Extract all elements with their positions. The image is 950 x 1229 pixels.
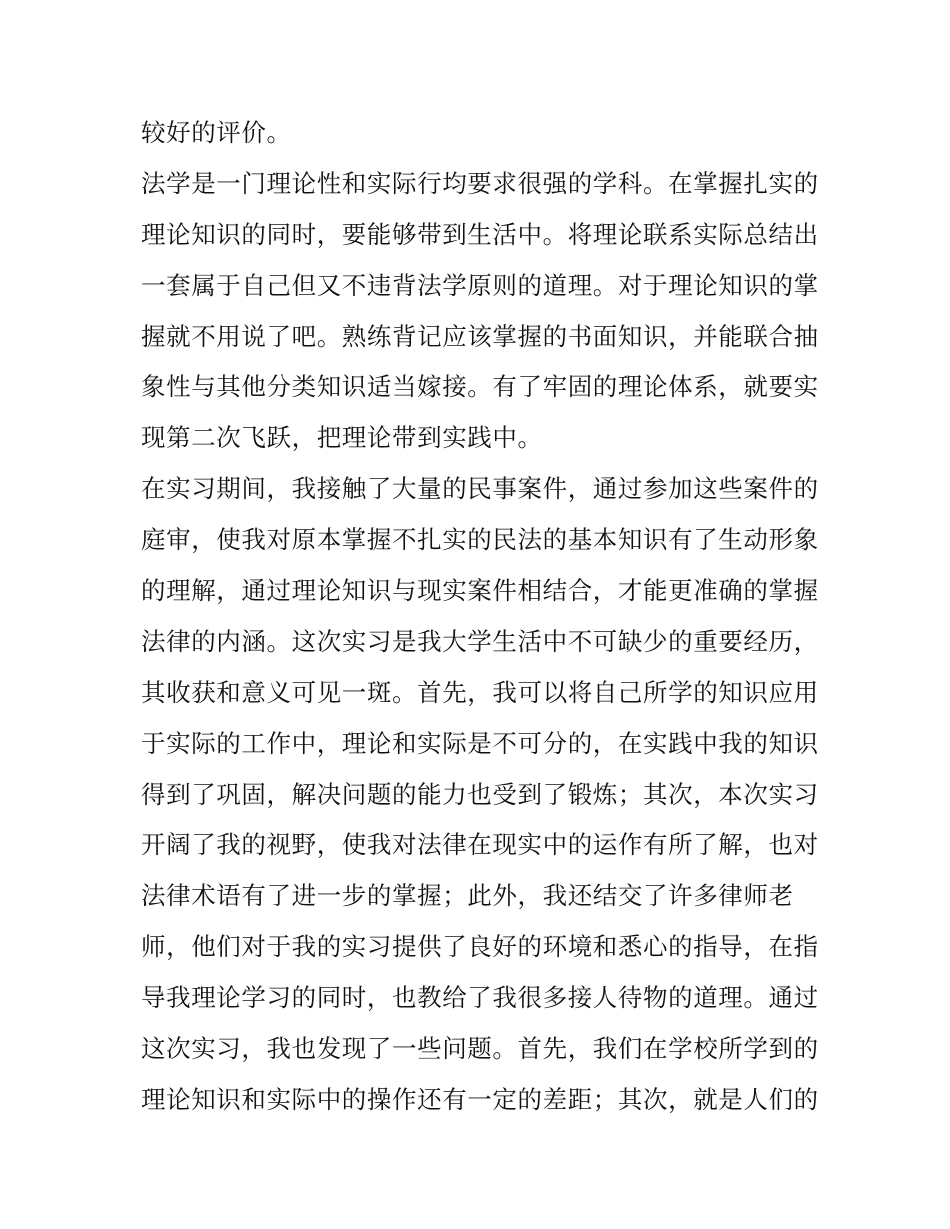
text-line: 在实习期间，我接触了大量的民事案件，通过参加这些案件的 (141, 474, 819, 504)
text-line: 现第二次飞跃，把理论带到实践中。 (141, 423, 543, 453)
text-line: 于实际的工作中，理论和实际是不可分的，在实践中我的知识 (141, 728, 819, 758)
text-line: 较好的评价。 (141, 118, 292, 147)
text-line: 这次实习，我也发现了一些问题。首先，我们在学校所学到的 (141, 1034, 819, 1064)
text-line: 握就不用说了吧。熟练背记应该掌握的书面知识，并能联合抽 (141, 321, 819, 351)
text-line: 理论知识和实际中的操作还有一定的差距；其次，就是人们的 (141, 1084, 819, 1114)
text-line: 得到了巩固，解决问题的能力也受到了锻炼；其次，本次实习 (141, 779, 819, 809)
text-line: 法律的内涵。这次实习是我大学生活中不可缺少的重要经历， (141, 626, 819, 656)
text-line: 的理解，通过理论知识与现实案件相结合，才能更准确的掌握 (141, 576, 819, 606)
text-line: 理论知识的同时，要能够带到生活中。将理论联系实际总结出 (141, 219, 819, 249)
body-text (141, 108, 821, 1126)
text-line: 导我理论学习的同时，也教给了我很多接人待物的道理。通过 (141, 983, 819, 1013)
text-line: 师，他们对于我的实习提供了良好的环境和悉心的指导，在指 (141, 932, 819, 962)
text-line: 法律术语有了进一步的掌握；此外，我还结交了许多律师老 (141, 881, 794, 911)
text-line: 庭审，使我对原本掌握不扎实的民法的基本知识有了生动形象 (141, 525, 819, 555)
text-line: 一套属于自己但又不违背法学原则的道理。对于理论知识的掌 (141, 270, 819, 300)
text-line: 其收获和意义可见一斑。首先，我可以将自己所学的知识应用 (141, 677, 819, 707)
text-line: 开阔了我的视野，使我对法律在现实中的运作有所了解，也对 (141, 830, 819, 860)
text-line: 法学是一门理论性和实际行均要求很强的学科。在掌握扎实的 (141, 168, 819, 198)
text-line: 象性与其他分类知识适当嫁接。有了牢固的理论体系，就要实 (141, 372, 819, 402)
